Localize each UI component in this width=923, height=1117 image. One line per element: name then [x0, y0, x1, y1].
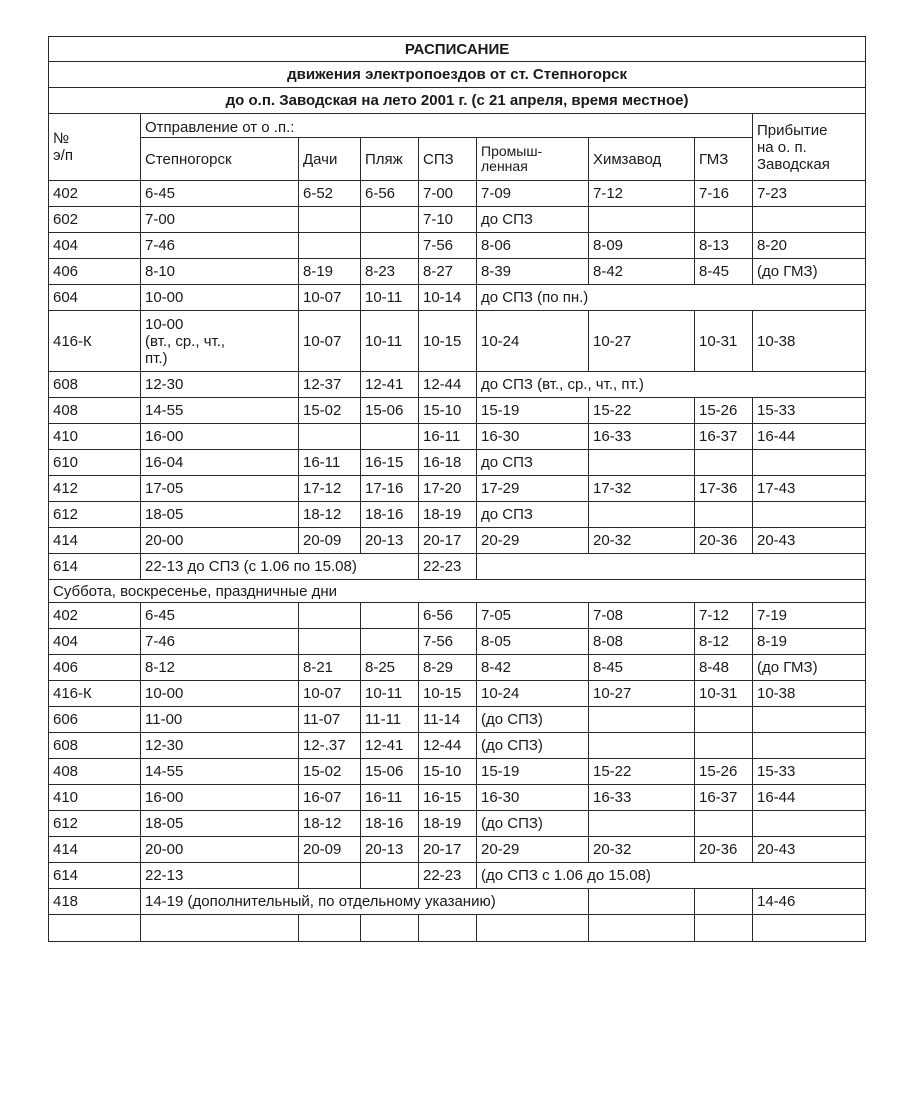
- time-cell: 7-09: [477, 181, 589, 207]
- table-row: [49, 476, 866, 502]
- table-row: [49, 233, 866, 259]
- time-cell: 18-05: [141, 502, 299, 528]
- time-cell: 16-00: [141, 424, 299, 450]
- train-number: 608: [49, 733, 141, 759]
- time-cell: 7-46: [141, 233, 299, 259]
- train-number: 404: [49, 629, 141, 655]
- train-number: 610: [49, 450, 141, 476]
- empty-cell: [477, 915, 589, 942]
- time-cell: [695, 207, 753, 233]
- time-cell: 15-26: [695, 398, 753, 424]
- table-row: [49, 311, 866, 372]
- train-number: 404: [49, 233, 141, 259]
- header-station: Промыш- ленная: [477, 138, 589, 181]
- time-cell: 10-00: [141, 681, 299, 707]
- time-cell: 16-15: [419, 785, 477, 811]
- time-cell: 8-42: [477, 655, 589, 681]
- time-cell: 10-15: [419, 681, 477, 707]
- header-train-number: № э/п: [49, 114, 141, 181]
- train-number: 416-К: [49, 681, 141, 707]
- table-row: [49, 450, 866, 476]
- time-cell: 17-16: [361, 476, 419, 502]
- time-cell: 7-56: [419, 233, 477, 259]
- time-cell: 15-02: [299, 398, 361, 424]
- time-cell: 7-19: [753, 603, 866, 629]
- time-cell: [753, 707, 866, 733]
- time-cell: 20-29: [477, 528, 589, 554]
- time-cell: [589, 207, 695, 233]
- time-cell: 20-36: [695, 837, 753, 863]
- time-cell: (до СПЗ): [477, 733, 589, 759]
- time-cell: 16-37: [695, 785, 753, 811]
- time-cell: 8-42: [589, 259, 695, 285]
- time-cell: [695, 889, 753, 915]
- time-cell: 15-33: [753, 398, 866, 424]
- time-cell: 6-52: [299, 181, 361, 207]
- time-cell: [753, 502, 866, 528]
- train-note: 22-13 до СПЗ (с 1.06 по 15.08): [141, 554, 419, 580]
- time-cell: 20-17: [419, 837, 477, 863]
- time-cell: 17-29: [477, 476, 589, 502]
- time-cell: [361, 207, 419, 233]
- time-cell: 22-13: [141, 863, 299, 889]
- time-cell: 8-27: [419, 259, 477, 285]
- header-station: ГМЗ: [695, 138, 753, 181]
- time-cell: 15-26: [695, 759, 753, 785]
- empty-cell: [299, 915, 361, 942]
- time-cell: 15-06: [361, 759, 419, 785]
- time-cell: 10-00 (вт., ср., чт., пт.): [141, 311, 299, 372]
- time-cell: 8-23: [361, 259, 419, 285]
- train-number: 402: [49, 603, 141, 629]
- time-cell: [589, 811, 695, 837]
- time-cell: 17-12: [299, 476, 361, 502]
- time-cell: 17-36: [695, 476, 753, 502]
- table-row: [49, 181, 866, 207]
- time-cell: 10-31: [695, 681, 753, 707]
- table-row: [49, 681, 866, 707]
- header-arrival: Прибытие на о. п. Заводская: [753, 114, 866, 181]
- train-number: 412: [49, 476, 141, 502]
- time-cell: 14-55: [141, 398, 299, 424]
- time-cell: 16-11: [299, 450, 361, 476]
- train-number: 612: [49, 502, 141, 528]
- time-cell: 20-17: [419, 528, 477, 554]
- time-cell: до СПЗ: [477, 450, 589, 476]
- time-cell: 15-19: [477, 398, 589, 424]
- time-cell: 12-41: [361, 733, 419, 759]
- header-station: Химзавод: [589, 138, 695, 181]
- time-cell: [695, 811, 753, 837]
- header-station: Степногорск: [141, 138, 299, 181]
- time-cell: до СПЗ: [477, 207, 589, 233]
- time-cell: (до СПЗ): [477, 707, 589, 733]
- time-cell: [753, 811, 866, 837]
- empty-cell: [477, 554, 866, 580]
- time-cell: 10-15: [419, 311, 477, 372]
- time-cell: 20-36: [695, 528, 753, 554]
- time-cell: 18-12: [299, 811, 361, 837]
- time-cell: 11-14: [419, 707, 477, 733]
- time-cell: 12-41: [361, 372, 419, 398]
- time-cell: [361, 233, 419, 259]
- time-cell: 11-07: [299, 707, 361, 733]
- time-cell: 16-11: [419, 424, 477, 450]
- time-cell: [299, 603, 361, 629]
- time-cell: 10-14: [419, 285, 477, 311]
- empty-cell: [361, 915, 419, 942]
- time-cell: 20-43: [753, 837, 866, 863]
- time-cell: 14-55: [141, 759, 299, 785]
- time-cell: 8-29: [419, 655, 477, 681]
- train-number: 602: [49, 207, 141, 233]
- time-cell: [589, 733, 695, 759]
- time-cell: 16-30: [477, 785, 589, 811]
- time-cell: [361, 424, 419, 450]
- time-cell: 16-18: [419, 450, 477, 476]
- time-cell: 18-16: [361, 502, 419, 528]
- time-cell: 15-22: [589, 759, 695, 785]
- time-cell: 8-08: [589, 629, 695, 655]
- train-number: 614: [49, 554, 141, 580]
- train-number: 604: [49, 285, 141, 311]
- time-cell: 22-23: [419, 554, 477, 580]
- time-cell: 8-45: [589, 655, 695, 681]
- empty-cell: [589, 915, 695, 942]
- empty-cell: [419, 915, 477, 942]
- train-number: 414: [49, 528, 141, 554]
- time-cell: (до СПЗ): [477, 811, 589, 837]
- header-station: СПЗ: [419, 138, 477, 181]
- time-cell: [299, 629, 361, 655]
- time-cell: 16-00: [141, 785, 299, 811]
- time-cell: 6-45: [141, 603, 299, 629]
- time-cell: 18-19: [419, 502, 477, 528]
- time-cell: 20-00: [141, 528, 299, 554]
- table-row: [49, 603, 866, 629]
- empty-cell: [141, 915, 299, 942]
- time-cell: [695, 450, 753, 476]
- train-number: 416-К: [49, 311, 141, 372]
- table-row: [49, 811, 866, 837]
- train-number: 406: [49, 655, 141, 681]
- time-cell: 17-32: [589, 476, 695, 502]
- train-number: 606: [49, 707, 141, 733]
- time-cell: 8-19: [753, 629, 866, 655]
- time-cell: 17-20: [419, 476, 477, 502]
- time-cell: 16-33: [589, 785, 695, 811]
- train-number: 408: [49, 759, 141, 785]
- time-cell: 8-09: [589, 233, 695, 259]
- time-cell: 7-23: [753, 181, 866, 207]
- time-cell: 8-20: [753, 233, 866, 259]
- time-cell: 10-07: [299, 285, 361, 311]
- time-cell: 10-31: [695, 311, 753, 372]
- time-cell: 8-21: [299, 655, 361, 681]
- time-cell: 10-27: [589, 311, 695, 372]
- time-cell: 7-12: [589, 181, 695, 207]
- schedule-title: РАСПИСАНИЕ: [49, 37, 866, 62]
- time-cell: [299, 233, 361, 259]
- schedule-subtitle: движения электропоездов от ст. Степногорск: [49, 62, 866, 88]
- time-cell: 16-04: [141, 450, 299, 476]
- time-cell: 7-00: [419, 181, 477, 207]
- time-cell: 11-11: [361, 707, 419, 733]
- time-cell: 8-45: [695, 259, 753, 285]
- time-cell: 11-00: [141, 707, 299, 733]
- time-cell: 20-00: [141, 837, 299, 863]
- time-cell: 14-46: [753, 889, 866, 915]
- time-cell: 20-32: [589, 837, 695, 863]
- time-cell: [361, 603, 419, 629]
- time-cell: 18-12: [299, 502, 361, 528]
- time-cell: 8-48: [695, 655, 753, 681]
- train-number: 614: [49, 863, 141, 889]
- time-cell: 12-37: [299, 372, 361, 398]
- time-cell: 12-44: [419, 372, 477, 398]
- time-cell: [589, 707, 695, 733]
- time-cell: 7-16: [695, 181, 753, 207]
- table-row: [49, 629, 866, 655]
- time-cell: 12-.37: [299, 733, 361, 759]
- time-cell: 7-05: [477, 603, 589, 629]
- empty-cell: [753, 915, 866, 942]
- time-cell: 20-13: [361, 528, 419, 554]
- time-cell: 18-16: [361, 811, 419, 837]
- table-row: [49, 398, 866, 424]
- table-row: [49, 259, 866, 285]
- time-cell: 12-30: [141, 372, 299, 398]
- time-cell: 8-25: [361, 655, 419, 681]
- time-cell: 8-19: [299, 259, 361, 285]
- time-cell: 16-15: [361, 450, 419, 476]
- train-note: до СПЗ (по пн.): [477, 285, 866, 311]
- table-row: [49, 733, 866, 759]
- time-cell: 16-44: [753, 785, 866, 811]
- time-cell: [299, 863, 361, 889]
- time-cell: 10-38: [753, 311, 866, 372]
- table-row: [49, 554, 866, 580]
- time-cell: 8-05: [477, 629, 589, 655]
- time-cell: 15-10: [419, 398, 477, 424]
- time-cell: 10-38: [753, 681, 866, 707]
- time-cell: [589, 889, 695, 915]
- table-row: [49, 655, 866, 681]
- train-number: 410: [49, 424, 141, 450]
- time-cell: [299, 424, 361, 450]
- time-cell: 8-12: [695, 629, 753, 655]
- table-row: [49, 207, 866, 233]
- train-number: 418: [49, 889, 141, 915]
- train-note: 14-19 (дополнительный, по отдельному указанию): [141, 889, 589, 915]
- time-cell: [361, 863, 419, 889]
- time-cell: 10-07: [299, 311, 361, 372]
- time-cell: 10-11: [361, 311, 419, 372]
- time-cell: до СПЗ: [477, 502, 589, 528]
- time-cell: 6-56: [361, 181, 419, 207]
- time-cell: [695, 733, 753, 759]
- time-cell: 18-19: [419, 811, 477, 837]
- time-cell: 8-12: [141, 655, 299, 681]
- time-cell: 20-09: [299, 528, 361, 554]
- time-cell: [753, 207, 866, 233]
- train-number: 410: [49, 785, 141, 811]
- time-cell: [589, 502, 695, 528]
- schedule-sheet: [48, 36, 865, 942]
- train-note: до СПЗ (вт., ср., чт., пт.): [477, 372, 866, 398]
- time-cell: 16-33: [589, 424, 695, 450]
- time-cell: 7-46: [141, 629, 299, 655]
- time-cell: 17-05: [141, 476, 299, 502]
- time-cell: 20-43: [753, 528, 866, 554]
- table-row: [49, 915, 866, 942]
- empty-cell: [49, 915, 141, 942]
- table-row: [49, 785, 866, 811]
- time-cell: [695, 502, 753, 528]
- time-cell: [361, 629, 419, 655]
- time-cell: 7-10: [419, 207, 477, 233]
- time-cell: 6-45: [141, 181, 299, 207]
- section-row: [49, 580, 866, 603]
- time-cell: 12-30: [141, 733, 299, 759]
- time-cell: [753, 450, 866, 476]
- time-cell: 15-19: [477, 759, 589, 785]
- train-number: 408: [49, 398, 141, 424]
- time-cell: 8-39: [477, 259, 589, 285]
- time-cell: 22-23: [419, 863, 477, 889]
- table-row: [49, 424, 866, 450]
- table-row: [49, 863, 866, 889]
- time-cell: (до ГМЗ): [753, 259, 866, 285]
- time-cell: [695, 707, 753, 733]
- time-cell: 10-11: [361, 285, 419, 311]
- time-cell: 8-10: [141, 259, 299, 285]
- time-cell: 7-00: [141, 207, 299, 233]
- empty-cell: [695, 915, 753, 942]
- timetable: [48, 36, 866, 942]
- time-cell: 16-37: [695, 424, 753, 450]
- weekend-section-label: Суббота, воскресенье, праздничные дни: [49, 580, 866, 603]
- time-cell: 20-13: [361, 837, 419, 863]
- time-cell: [589, 450, 695, 476]
- time-cell: 10-11: [361, 681, 419, 707]
- schedule-subtitle-period: до о.п. Заводская на лето 2001 г. (с 21 апреля, время местное): [49, 88, 866, 114]
- time-cell: 7-12: [695, 603, 753, 629]
- time-cell: 15-33: [753, 759, 866, 785]
- table-row: [49, 889, 866, 915]
- time-cell: [299, 207, 361, 233]
- table-row: [49, 707, 866, 733]
- time-cell: 16-11: [361, 785, 419, 811]
- train-number: 406: [49, 259, 141, 285]
- time-cell: 16-44: [753, 424, 866, 450]
- time-cell: 20-32: [589, 528, 695, 554]
- time-cell: 15-06: [361, 398, 419, 424]
- time-cell: 8-06: [477, 233, 589, 259]
- time-cell: 10-27: [589, 681, 695, 707]
- time-cell: 12-44: [419, 733, 477, 759]
- train-number: 414: [49, 837, 141, 863]
- table-row: [49, 837, 866, 863]
- time-cell: 15-22: [589, 398, 695, 424]
- table-row: [49, 285, 866, 311]
- time-cell: 10-24: [477, 681, 589, 707]
- train-note: (до СПЗ с 1.06 до 15.08): [477, 863, 866, 889]
- train-number: 612: [49, 811, 141, 837]
- time-cell: 7-56: [419, 629, 477, 655]
- time-cell: 17-43: [753, 476, 866, 502]
- time-cell: 10-24: [477, 311, 589, 372]
- time-cell: 20-29: [477, 837, 589, 863]
- header-departure: Отправление от о .п.:: [141, 114, 753, 138]
- time-cell: 10-00: [141, 285, 299, 311]
- table-row: [49, 759, 866, 785]
- table-row: [49, 528, 866, 554]
- time-cell: 15-10: [419, 759, 477, 785]
- train-number: 402: [49, 181, 141, 207]
- time-cell: 7-08: [589, 603, 695, 629]
- table-row: [49, 502, 866, 528]
- time-cell: (до ГМЗ): [753, 655, 866, 681]
- time-cell: 6-56: [419, 603, 477, 629]
- header-station: Дачи: [299, 138, 361, 181]
- time-cell: 16-30: [477, 424, 589, 450]
- time-cell: [753, 733, 866, 759]
- time-cell: 16-07: [299, 785, 361, 811]
- time-cell: 20-09: [299, 837, 361, 863]
- time-cell: 10-07: [299, 681, 361, 707]
- time-cell: 15-02: [299, 759, 361, 785]
- train-number: 608: [49, 372, 141, 398]
- time-cell: 18-05: [141, 811, 299, 837]
- table-row: [49, 372, 866, 398]
- header-station: Пляж: [361, 138, 419, 181]
- time-cell: 8-13: [695, 233, 753, 259]
